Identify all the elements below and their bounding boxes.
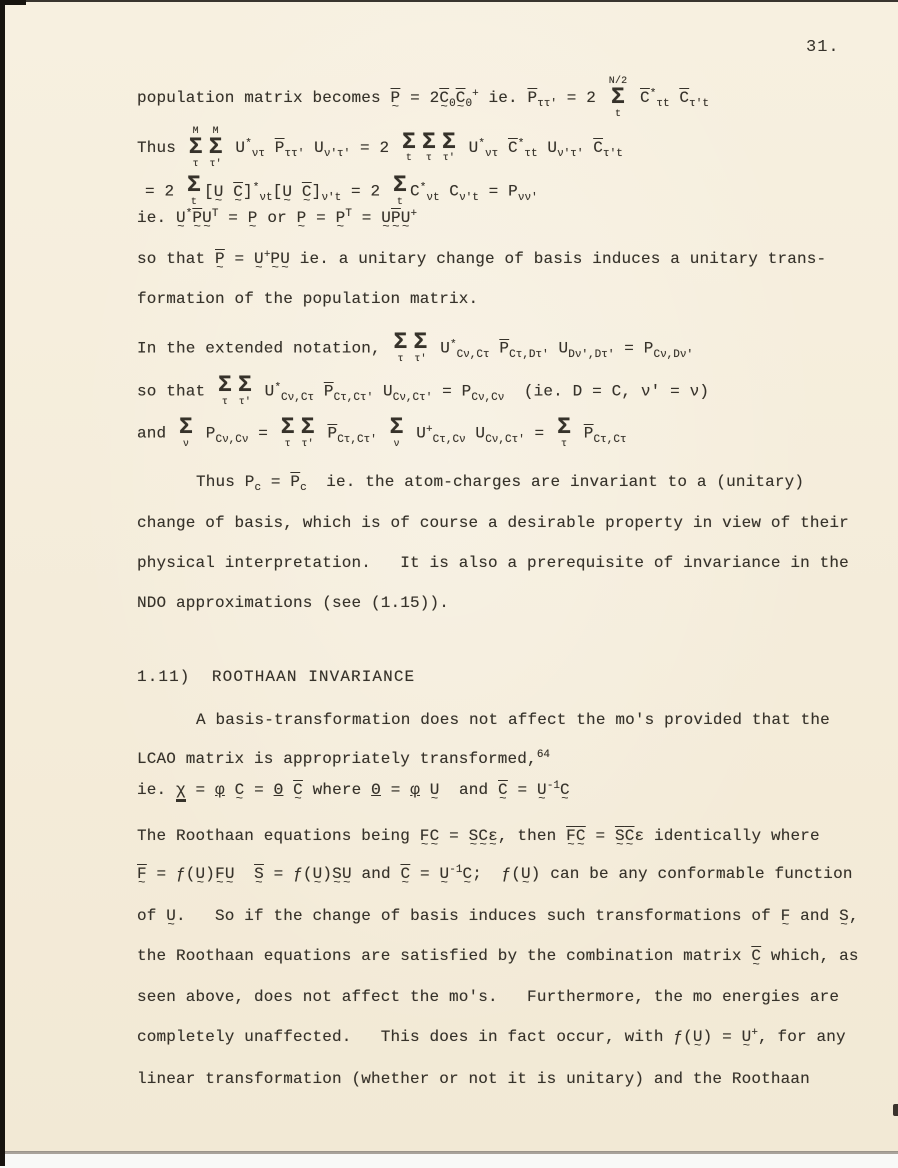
section-heading: 1.11) ROOTHAAN INVARIANCE (137, 668, 416, 686)
text-line: seen above, does not affect the mo's. Furthermore, the mo energies are (137, 988, 840, 1006)
equation-line: Thus M Σ τ M Σ τ' $U^*_{\nu\tau}$ $\overline{P}_{\tau\tau'}$ $U_{\nu'\tau'} = 2$ Σ t Σ τ Σ τ' $U^*_{\nu\tau}$ $\overline{C}^*_{\tau t}$ $U_{\nu'\tau'}$ $\overline{C}_{\tau't}$ (137, 126, 623, 170)
text-line: of U ~. So if the change of basis induces such transformations of F ~ and S ~, (137, 905, 859, 927)
equation-line: ie. U $\sim^*\overline{P}$ ~U ~$^T$ = P ~ or P ~ = P ~$^T$ = U $\sim\overline{P}$ ~U ~+ (137, 207, 417, 229)
equation-line: In the extended notation, Σ τ Σ τ' $U^*_{C\nu,C\tau}$ $\overline{P}_{C\tau,D\tau'}$ $U_{D\nu',D\tau'} = P_{C\nu,D\nu'}$ (137, 329, 694, 365)
equation-line: The Roothaan equations being F ~C ~ = S ~C ~ε ~, then $\overline{F}$ $\sim\overline{C}$ ~ = $\overline{S}$ $\sim\overline{C}$ ~ε identically where (137, 825, 820, 847)
text-line: A basis-transformation does not affect the mo's provided that the (196, 711, 830, 729)
scan-edge-left (0, 0, 5, 1166)
equation-line: so that $\overline{P}$ ~ = U ~+P ~U ~ ie. a unitary change of basis induces a unitary trans- (137, 248, 826, 270)
equation-line: population matrix becomes $\overline{P}$ ~ = $2\overline{C}$ $\sim_0\overline{C}$ $\sim_0^+$ ie. $\overline{P}_{\tau\tau'} = 2$ N/2 Σ t $\overline{C}^*_{\tau t}$ $\overline{C}_{\tau't}$ (137, 76, 709, 120)
equation-line: ie. χ = φ C ~ = Θ $\overline{C}$ ~ where Θ = φ U ~ and $\overline{C}$ ~ = U ~$^{-1}$C ~ (137, 779, 570, 801)
text-line: the Roothaan equations are satisfied by the combination matrix $\overline{C}$ ~ which, as (137, 945, 859, 967)
text-line: change of basis, which is of course a desirable property in view of their (137, 514, 849, 532)
text-line: NDO approximations (see (1.15)). (137, 594, 450, 612)
text-line: completely unaffected. This does in fact occur, with ƒ(U ~) = U ~+, for any (137, 1026, 846, 1048)
text-line: physical interpretation. It is also a prerequisite of invariance in the (137, 554, 849, 572)
equation-line: = 2 Σ t [U ~ $\overline{C}$ $\sim]^*_{\nu t}[U$ ~ $\overline{C}$ $\sim]_{\nu't} = 2$ Σ t $C^*_{\nu t}$ $C_{\nu't} = P_{\nu\nu'}$ (145, 175, 538, 208)
text-line: Thus $P_c = \overline{P}_c$ ie. the atom-charges are invariant to a (unitary) (196, 473, 805, 495)
scan-speck (893, 1104, 898, 1116)
equation-line: $\overline{F}$ ~ = ƒ(U ~)F ~U ~ $\overline{S}$ ~ = ƒ(U ~)S ~U ~ and $\overline{C}$ ~ = U ~$^{-1}$C ~; ƒ(U ~) can be any conformable function (137, 863, 853, 885)
equation-line: and Σ ν $P_{C\nu,C\nu}$ = Σ τ Σ τ' $\overline{P}_{C\tau,C\tau'}$ Σ ν $U^+_{C\tau,C\nu}$ $U_{C\nu,C\tau'}$ = Σ τ $\overline{P}_{C\tau,C\tau}$ (137, 414, 627, 450)
equation-line: so that Σ τ Σ τ' $U^*_{C\nu,C\tau}$ $\overline{P}_{C\tau,C\tau'}$ $U_{C\nu,C\tau'} = P_{C\nu,C\nu}$ (ie. D = C, ν' = ν) (137, 372, 710, 408)
text-line: formation of the population matrix. (137, 290, 479, 308)
page-number: 31. (806, 38, 840, 57)
text-line: LCAO matrix is appropriately transformed,$^{64}$ (137, 748, 551, 768)
text-line: linear transformation (whether or not it is unitary) and the Roothaan (137, 1070, 810, 1088)
scan-edge-top (0, 0, 898, 2)
